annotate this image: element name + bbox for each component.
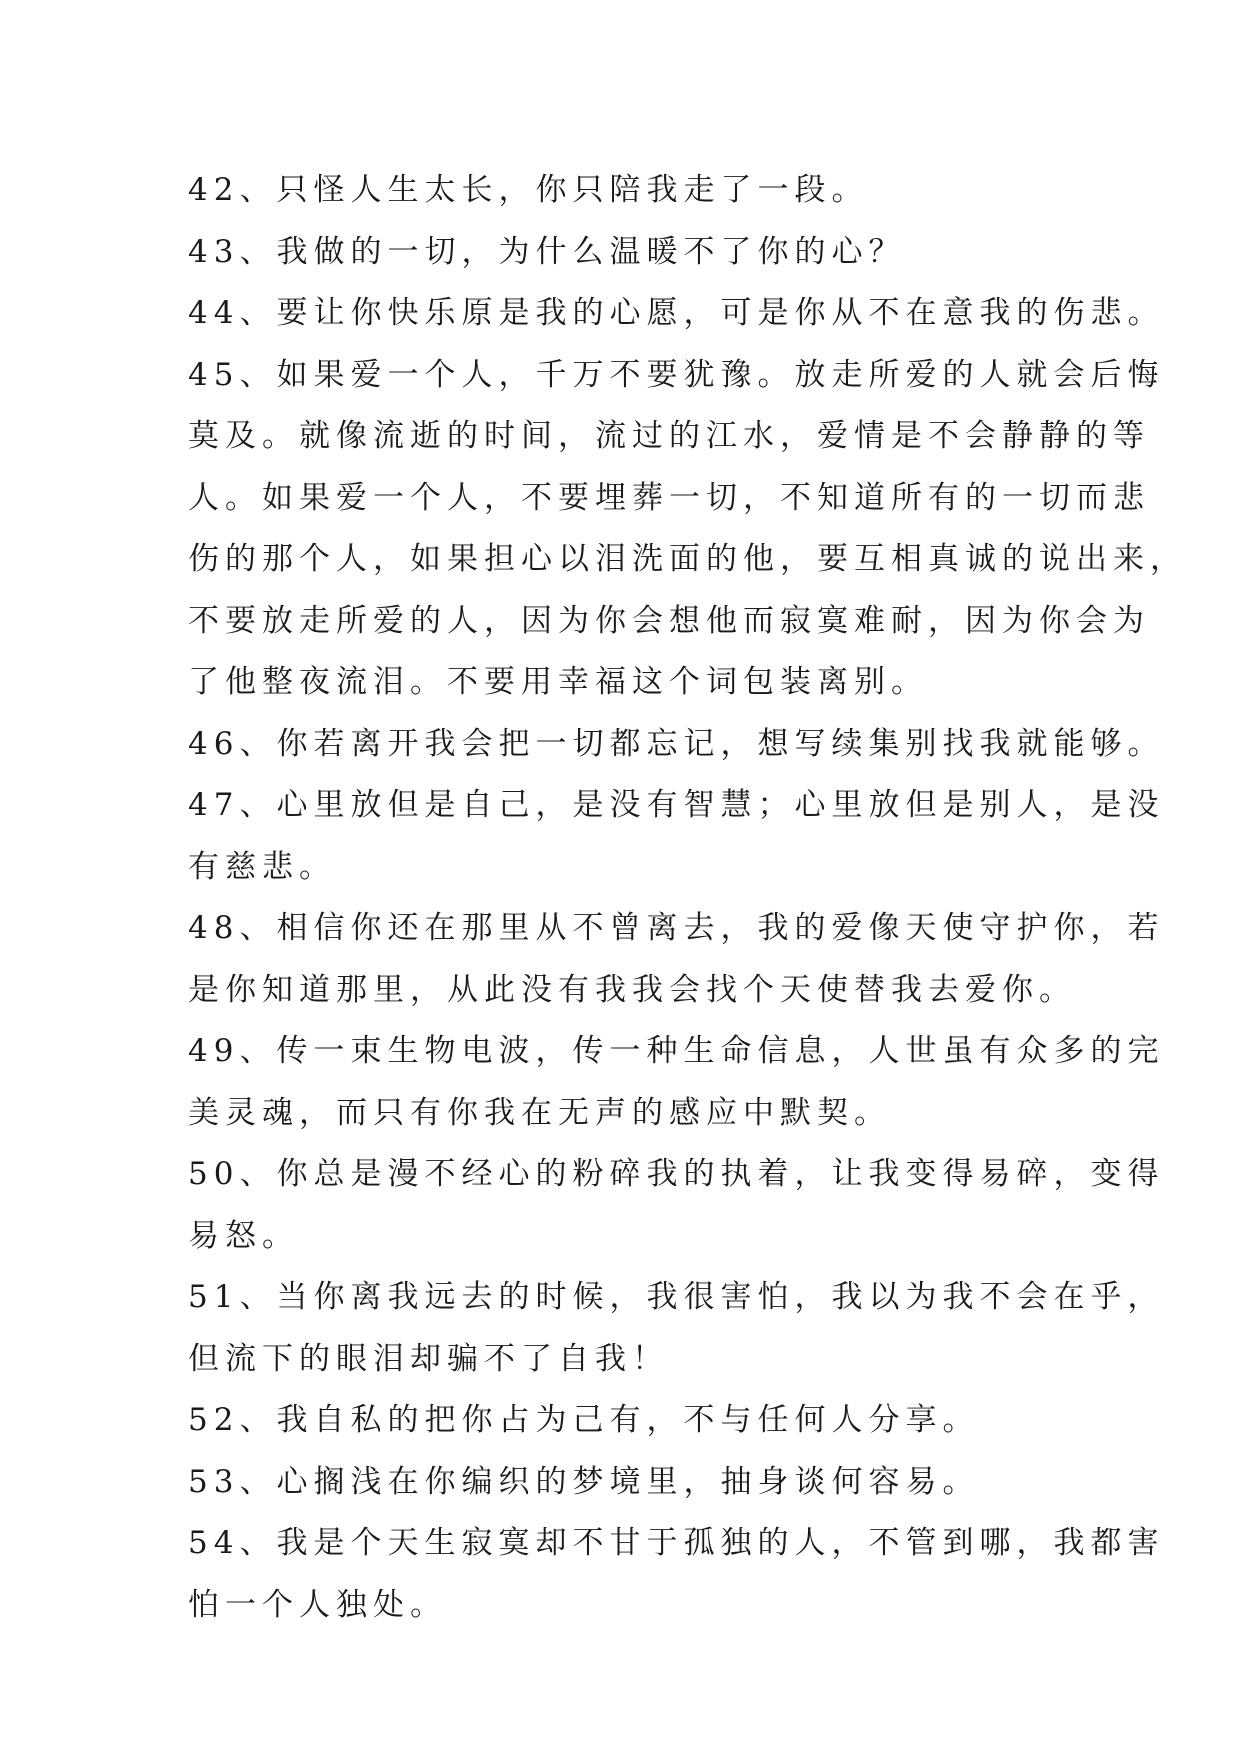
text-line: 易怒。 — [188, 1217, 299, 1254]
text-line: 伤的那个人，如果担心以泪洗面的他，要互相真诚的说出来， — [188, 541, 1187, 577]
text-line: 怕一个人独处。 — [188, 1586, 447, 1623]
text-line: 51、当你离我远去的时候，我很害怕，我以为我不会在乎， — [188, 1279, 1165, 1315]
text-line: 44、要让你快乐原是我的心愿，可是你从不在意我的伤悲。 — [188, 295, 1165, 331]
text-line: 50、你总是漫不经心的粉碎我的执着，让我变得易碎，变得 — [188, 1156, 1165, 1192]
text-line: 49、传一束生物电波，传一种生命信息，人世虽有众多的完 — [188, 1033, 1165, 1069]
document-body — [188, 160, 1187, 1636]
text-line: 42、只怪人生太长，你只陪我走了一段。 — [188, 172, 869, 208]
text-line: 43、我做的一切，为什么温暖不了你的心？ — [188, 233, 906, 270]
text-line: 有慈悲。 — [188, 848, 336, 885]
text-line: 了他整夜流泪。不要用幸福这个词包装离别。 — [188, 664, 928, 700]
text-line: 人。如果爱一个人，不要埋葬一切，不知道所有的一切而悲 — [188, 479, 1150, 516]
text-line: 52、我自私的把你占为己有，不与任何人分享。 — [188, 1402, 980, 1438]
text-line: 美灵魂，而只有你我在无声的感应中默契。 — [188, 1094, 891, 1131]
text-line: 莫及。就像流逝的时间，流过的江水，爱情是不会静静的等 — [188, 418, 1150, 454]
text-line: 54、我是个天生寂寞却不甘于孤独的人，不管到哪，我都害 — [188, 1525, 1165, 1561]
text-line: 但流下的眼泪却骗不了自我！ — [188, 1340, 669, 1377]
text-line: 不要放走所爱的人，因为你会想他而寂寞难耐，因为你会为 — [188, 602, 1150, 639]
text-line: 48、相信你还在那里从不曾离去，我的爱像天使守护你，若 — [188, 910, 1165, 946]
text-line: 是你知道那里，从此没有我我会找个天使替我去爱你。 — [188, 971, 1076, 1008]
text-line: 53、心搁浅在你编织的梦境里，抽身谈何容易。 — [188, 1463, 980, 1500]
text-line: 47、心里放但是自己，是没有智慧；心里放但是别人，是没 — [188, 787, 1165, 823]
text-line: 45、如果爱一个人，千万不要犹豫。放走所爱的人就会后悔 — [188, 356, 1165, 393]
text-line: 46、你若离开我会把一切都忘记，想写续集别找我就能够。 — [188, 725, 1165, 762]
